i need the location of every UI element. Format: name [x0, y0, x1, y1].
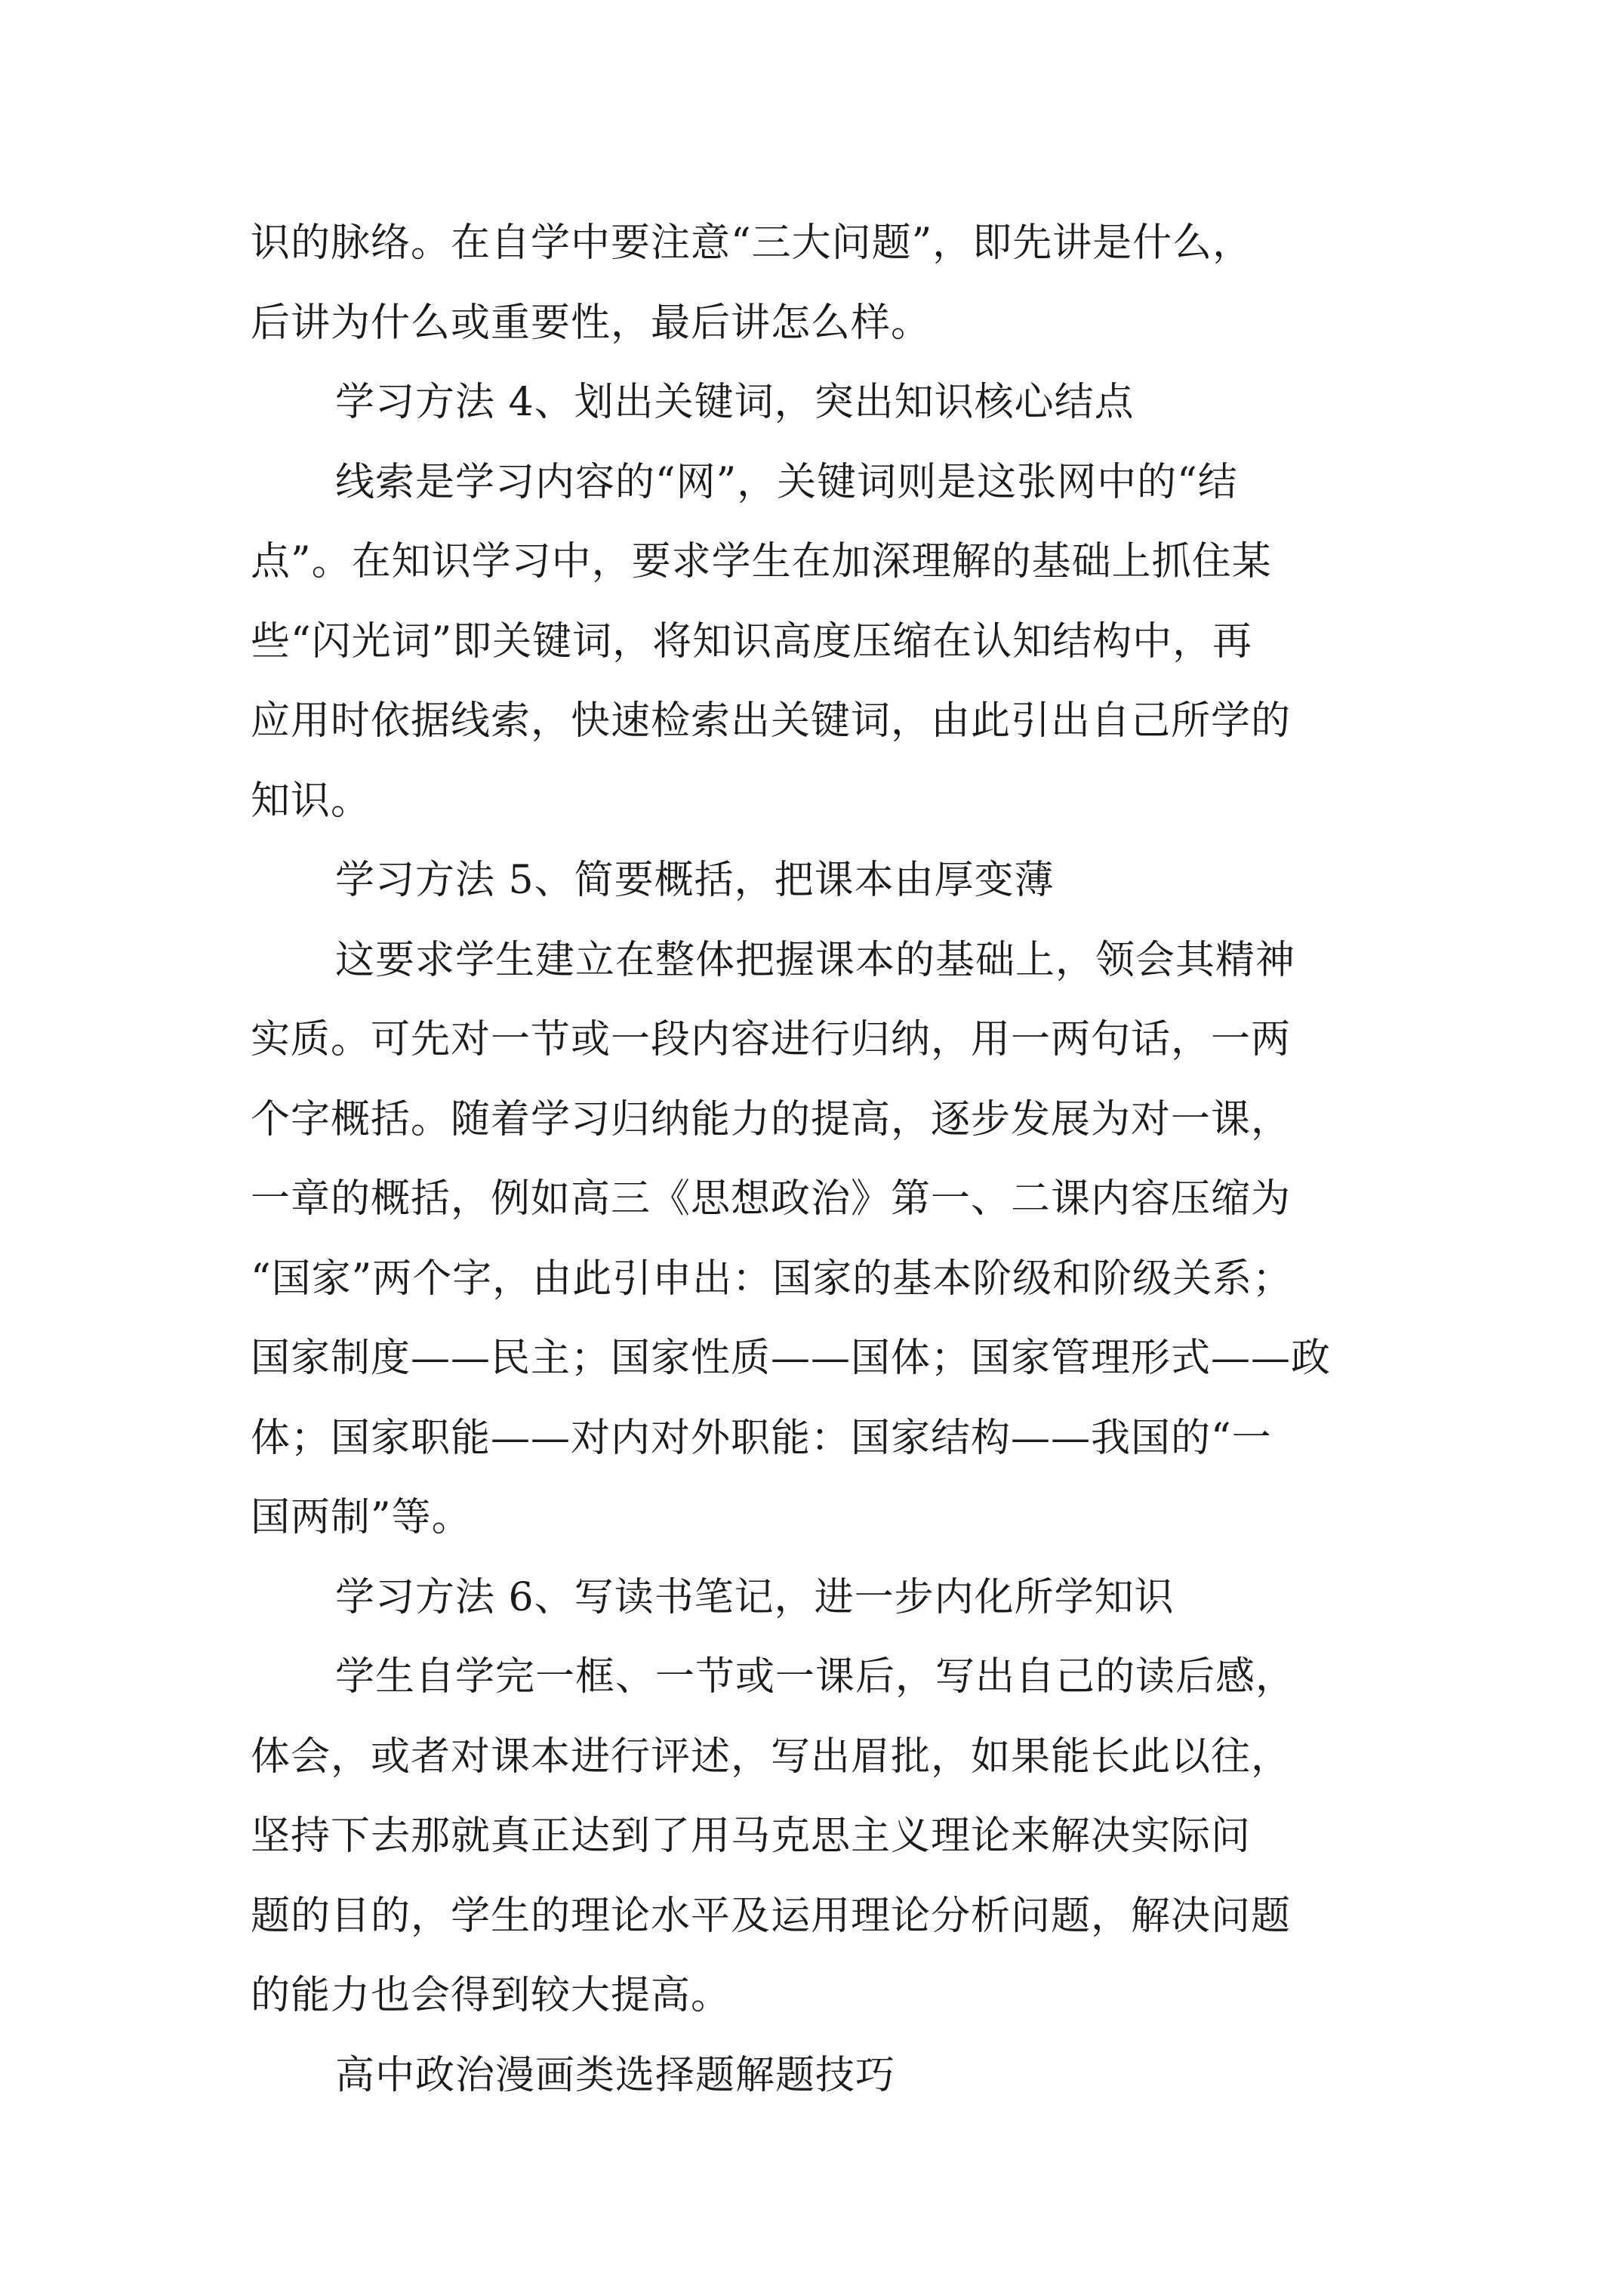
- paragraph-first-line: 学生自学完一框、一节或一课后，写出自己的读后感，: [335, 1654, 1296, 1700]
- section-heading: 高中政治漫画类选择题解题技巧: [335, 2052, 896, 2098]
- paragraph-first-line: 这要求学生建立在整体把握课本的基础上，领会其精神: [335, 937, 1296, 983]
- text-line: 后讲为什么或重要性，最后讲怎么样。: [251, 300, 932, 346]
- text-line: 一章的概括，例如高三《思想政治》第一、二课内容压缩为: [251, 1176, 1292, 1222]
- text-line: 些“闪光词”即关键词，将知识高度压缩在认知结构中，再: [251, 618, 1253, 664]
- text-line: 识的脉络。在自学中要注意“三大问题”，即先讲是什么，: [251, 220, 1253, 266]
- text-line: 题的目的，学生的理论水平及运用理论分析问题，解决问题: [251, 1893, 1292, 1939]
- text-line: 的能力也会得到较大提高。: [251, 1973, 731, 2018]
- text-line: 坚持下去那就真正达到了用马克思主义理论来解决实际问: [251, 1814, 1252, 1859]
- text-line: 国家制度——民主；国家性质——国体；国家管理形式——政: [251, 1336, 1332, 1381]
- text-line: 知识。: [251, 778, 371, 824]
- text-line: 个字概括。随着学习归纳能力的提高，逐步发展为对一课，: [251, 1096, 1292, 1142]
- section-heading: 学习方法 4、划出关键词，突出知识核心结点: [335, 380, 1135, 425]
- paragraph-first-line: 线索是学习内容的“网”，关键词则是这张网中的“结: [335, 459, 1238, 505]
- section-heading: 学习方法 6、写读书笔记，进一步内化所学知识: [335, 1574, 1175, 1620]
- text-line: 国两制”等。: [251, 1495, 472, 1540]
- text-line: 体；国家职能——对内对外职能：国家结构——我国的“一: [251, 1415, 1272, 1461]
- document-body: [251, 204, 1375, 2116]
- text-line: 应用时依据线索，快速检索出关键词，由此引出自己所学的: [251, 698, 1292, 744]
- text-line: 实质。可先对一节或一段内容进行归纳，用一两句话，一两: [251, 1017, 1292, 1062]
- text-line: “国家”两个字，由此引申出：国家的基本阶级和阶级关系；: [251, 1256, 1293, 1302]
- section-heading: 学习方法 5、简要概括，把课本由厚变薄: [335, 858, 1055, 903]
- text-line: 点”。在知识学习中，要求学生在加深理解的基础上抓住某: [251, 539, 1272, 584]
- text-line: 体会，或者对课本进行评述，写出眉批，如果能长此以往，: [251, 1734, 1292, 1780]
